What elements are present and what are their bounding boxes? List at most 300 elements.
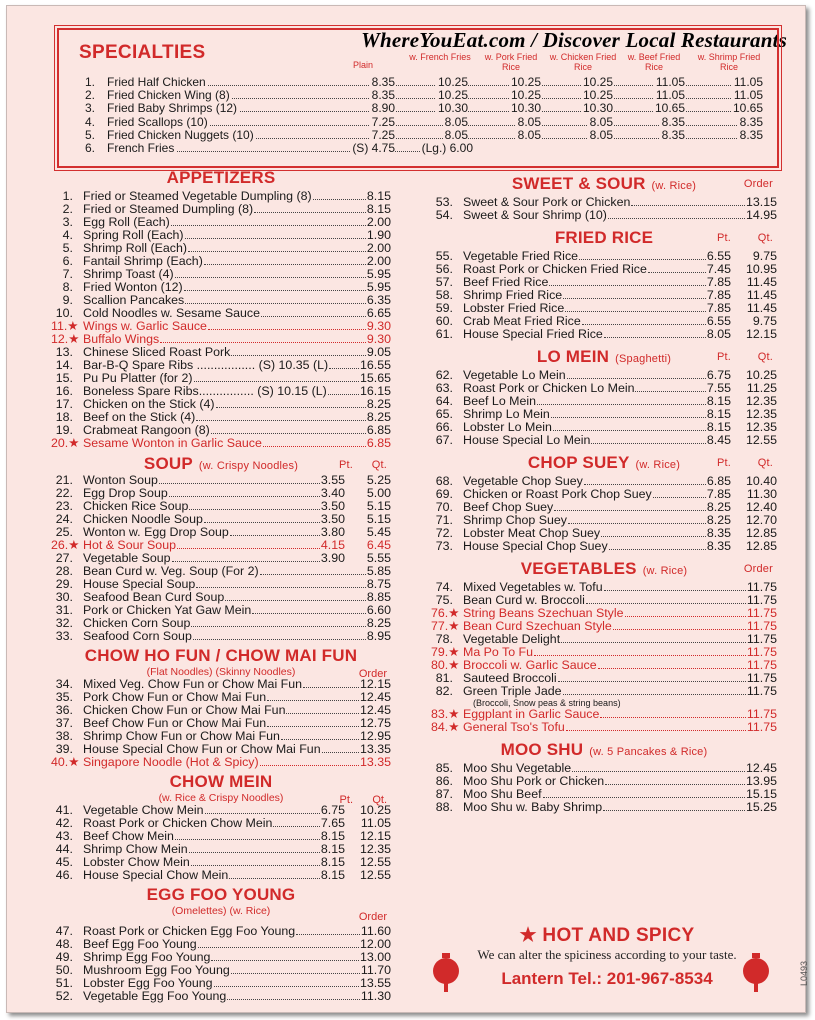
leader-dots — [582, 324, 706, 325]
item-name: Seafood Corn Soup — [83, 629, 192, 643]
item-number: 60. — [435, 314, 453, 328]
pint-price: 8.15 — [706, 420, 731, 434]
leader-dots — [171, 225, 366, 226]
price: 10.25 — [510, 75, 541, 89]
item-name: Egg Roll (Each) — [83, 215, 170, 229]
item-name: Sesame Wonton in Garlic Sauce — [83, 436, 262, 450]
item-price: 9.30 — [366, 319, 391, 333]
item-price: 14.95 — [745, 208, 777, 222]
quart-price: 12.35 — [745, 394, 777, 408]
item-name: Pu Pu Platter (for 2) — [83, 371, 193, 385]
leader-dots — [267, 700, 359, 701]
leader-dots — [566, 730, 746, 731]
item-name: Eggplant in Garlic Sauce — [463, 707, 600, 721]
item-price: 8.25 — [366, 410, 391, 424]
item-number: 35. — [55, 690, 73, 704]
leader-dots — [193, 639, 366, 640]
pint-price: 3.50 — [320, 499, 345, 513]
item-name: Broccoli w. Garlic Sauce — [463, 658, 597, 672]
price: 11.05 — [655, 88, 685, 103]
item-name: Mixed Vegetables w. Tofu — [463, 580, 603, 594]
item-number: 7. — [62, 267, 73, 281]
menu-item[interactable] — [51, 756, 391, 769]
item-price: 12.00 — [359, 937, 391, 951]
item-number: 39. — [55, 742, 73, 756]
item-price: 16.15 — [359, 384, 391, 398]
item-price: 12.75 — [359, 716, 391, 730]
item-name: Bar-B-Q Spare Ribs ................. (S) 10.35 (L) — [83, 358, 329, 372]
item-price: 11.75 — [746, 720, 777, 734]
specialty-row[interactable] — [73, 116, 773, 129]
leader-dots — [568, 523, 706, 524]
leader-dots — [231, 973, 360, 974]
item-number: 10. — [55, 306, 73, 320]
quart-price: 12.85 — [745, 539, 777, 553]
item-number: 75. — [435, 593, 453, 607]
right-column — [431, 174, 777, 814]
leader-dots — [328, 394, 359, 395]
item-number: 31. — [55, 603, 73, 617]
item-price: 8.25 — [366, 397, 391, 411]
quart-price: 12.35 — [745, 407, 777, 421]
item-name: Moo Shu Vegetable — [463, 761, 572, 775]
item-name: Mixed Veg. Chow Fun or Chow Mai Fun — [83, 677, 302, 691]
item-number: 22. — [55, 486, 73, 500]
item-number: 12.★ — [51, 332, 80, 346]
item-name: House Special Soup — [83, 577, 196, 591]
price: 8.05 — [517, 127, 541, 142]
item-number: 58. — [435, 288, 453, 302]
leader-dots — [194, 381, 359, 382]
menu-item[interactable] — [51, 437, 391, 450]
menu-item[interactable] — [51, 990, 391, 1003]
item-price: 13.55 — [359, 976, 391, 990]
leader-dots — [635, 391, 705, 392]
item-name: Lobster Chow Mein — [83, 855, 190, 869]
leader-dots — [563, 298, 706, 299]
leader-dots — [579, 259, 706, 260]
quart-price: 9.75 — [752, 314, 777, 328]
item-number: 73. — [435, 539, 453, 553]
leader-dots — [572, 771, 745, 772]
leader-dots — [184, 290, 366, 291]
lantern-icon — [743, 958, 769, 984]
item-number: 48. — [55, 937, 73, 951]
item-price: 13.00 — [359, 950, 391, 964]
item-name: Vegetable Lo Mein — [463, 368, 566, 382]
item-number: 3. — [84, 101, 95, 116]
price: 8.05 — [444, 127, 468, 142]
item-name: Sweet & Sour Pork or Chicken — [463, 195, 631, 209]
item-price: 11.75 — [746, 580, 777, 594]
quart-price: 12.35 — [745, 420, 777, 434]
item-number: 19. — [55, 423, 73, 437]
item-name: French Fries — [107, 140, 175, 155]
item-name: Chicken Rice Soup — [83, 499, 189, 513]
item-name: Vegetable Fried Rice — [463, 249, 579, 263]
leader-dots — [653, 497, 706, 498]
item-price: 11.75 — [746, 658, 777, 672]
leader-dots — [204, 264, 366, 265]
item-name: Hot & Sour Soup — [83, 538, 176, 552]
item-price: 15.65 — [359, 371, 391, 385]
item-name: Beef Fried Rice — [463, 275, 549, 289]
leader-dots — [229, 878, 320, 879]
leader-dots — [175, 277, 366, 278]
quart-price: 10.25 — [745, 368, 777, 382]
item-number: 15. — [55, 371, 73, 385]
item-number: 11.★ — [51, 319, 79, 333]
item-price: 13.35 — [359, 755, 391, 769]
item-price: 6.35 — [366, 293, 391, 307]
pint-price: 8.25 — [706, 500, 731, 514]
item-number: 47. — [55, 924, 73, 938]
item-number: 38. — [55, 729, 73, 743]
pint-price: 7.85 — [706, 275, 731, 289]
column-header: Plain — [352, 60, 373, 70]
quart-price: 11.25 — [746, 381, 777, 395]
item-number: 52. — [55, 989, 73, 1003]
item-number: 45. — [55, 855, 73, 869]
item-number: 68. — [435, 474, 453, 488]
lantern-icon — [433, 958, 459, 984]
quart-price: 5.55 — [366, 551, 391, 565]
item-name: Chicken Noodle Soup — [83, 512, 203, 526]
pint-price: 7.65 — [320, 816, 345, 830]
item-number: 83.★ — [431, 707, 460, 721]
quart-price: 9.75 — [752, 249, 777, 263]
column-header: w. Pork Fried Rice — [484, 52, 538, 72]
phone-number[interactable]: Lantern Tel.: 201-967-8534 — [501, 969, 713, 988]
pint-price: 7.85 — [706, 288, 731, 302]
price: 8.05 — [444, 114, 468, 129]
item-name: Chicken on the Stick (4) — [83, 397, 215, 411]
price: 10.25 — [582, 75, 613, 89]
item-name: Fried Wonton (12) — [83, 280, 183, 294]
item-number: 64. — [435, 394, 453, 408]
item-name: Green Triple Jade — [463, 684, 562, 698]
item-number: 13. — [55, 345, 73, 359]
item-name: Shrimp Roll (Each) — [83, 241, 187, 255]
quart-price: 5.45 — [366, 525, 391, 539]
item-name: Beef Chow Mein — [83, 829, 174, 843]
item-name: Roast Pork or Chicken Lo Mein — [463, 381, 635, 395]
friedrice-title: FRIED RICE Pt. Qt. — [554, 228, 773, 247]
leader-dots — [313, 199, 366, 200]
chowmein-title: CHOW MEIN — [169, 772, 273, 791]
leader-dots — [261, 316, 366, 317]
price: 10.30 — [582, 101, 613, 116]
item-number: 62. — [435, 368, 453, 382]
leader-dots — [252, 613, 366, 614]
pint-price: 7.85 — [706, 301, 731, 315]
leader-dots — [214, 986, 359, 987]
leader-dots — [185, 238, 366, 239]
item-name: Shrimp Toast (4) — [83, 267, 174, 281]
pint-price: 8.15 — [320, 842, 345, 856]
column-header: w. French Fries — [409, 52, 471, 62]
item-number: 74. — [435, 580, 453, 594]
leader-dots — [286, 713, 359, 714]
item-name: Boneless Spare Ribs................ (S) 10.15 (L) — [83, 384, 327, 398]
item-name: General Tso's Tofu — [463, 720, 565, 734]
leader-dots — [281, 739, 359, 740]
item-price: 12.45 — [359, 703, 391, 717]
footer — [437, 924, 777, 989]
menu-item[interactable] — [51, 630, 391, 643]
menu-item[interactable] — [431, 540, 777, 553]
item-number: 63. — [435, 381, 453, 395]
price: 8.35 — [371, 75, 395, 89]
item-number: 9. — [62, 293, 73, 307]
item-name: Shrimp Chow Fun or Chow Mai Fun — [83, 729, 280, 743]
item-price: 11.70 — [360, 963, 391, 977]
item-price: 11.75 — [746, 632, 777, 646]
item-name: Seafood Bean Curd Soup — [83, 590, 225, 604]
leader-dots — [185, 303, 366, 304]
quart-price: 5.15 — [366, 499, 391, 513]
pint-price: 8.15 — [320, 829, 345, 843]
item-name: Chicken Corn Soup — [83, 616, 191, 630]
item-name: Pork or Chicken Yat Gaw Mein — [83, 603, 252, 617]
column-header: w. Beef Fried Rice — [627, 52, 681, 72]
price: 10.25 — [437, 75, 468, 89]
item-name: Lobster Fried Rice — [463, 301, 565, 315]
menu-item[interactable] — [431, 685, 777, 698]
item-number: 56. — [435, 262, 453, 276]
hot-spicy-label: ★ HOT AND SPICY — [519, 925, 695, 946]
item-name: Fried or Steamed Dumpling (8) — [83, 202, 254, 216]
menu-item[interactable] — [51, 869, 391, 882]
pint-price: 6.85 — [706, 474, 731, 488]
menu-item[interactable] — [431, 721, 777, 734]
quart-price: 5.00 — [366, 486, 391, 500]
pint-price: 8.35 — [706, 526, 731, 540]
item-number: 59. — [435, 301, 453, 315]
leader-dots — [169, 496, 320, 497]
item-price: 12.15 — [359, 677, 391, 691]
item-price: 12.45 — [359, 690, 391, 704]
item-name: Wonton w. Egg Drop Soup — [83, 525, 229, 539]
item-number: 77.★ — [431, 619, 460, 633]
leader-dots — [189, 852, 320, 853]
item-number: 44. — [55, 842, 73, 856]
price: (S) 4.75 — [352, 140, 395, 155]
item-name: Beef Egg Foo Young — [83, 937, 197, 951]
specialty-row[interactable] — [73, 142, 773, 155]
item-name: Shrimp Chop Suey — [463, 513, 567, 527]
leader-dots — [273, 826, 320, 827]
item-price: 6.85 — [366, 436, 391, 450]
leader-dots — [231, 355, 365, 356]
menu-item[interactable] — [431, 801, 777, 814]
mooshu-title: MOO SHU (w. 5 Pancakes & Rice) — [500, 740, 708, 759]
spiciness-note: We can alter the spiciness according to your taste. — [477, 947, 737, 962]
quart-price: 11.30 — [746, 487, 777, 501]
leader-dots — [567, 378, 706, 379]
item-number: 76.★ — [431, 606, 460, 620]
item-name: Fried Half Chicken — [107, 75, 206, 89]
item-name: Fried Scallops (10) — [107, 114, 208, 129]
leader-dots — [565, 311, 706, 312]
item-name: Beef Chow Fun or Chow Mai Fun — [83, 716, 267, 730]
item-number: 78. — [435, 632, 453, 646]
menu-item[interactable] — [431, 328, 777, 341]
leader-dots — [604, 337, 706, 338]
price: 10.30 — [510, 101, 541, 116]
menu-item[interactable] — [431, 434, 777, 447]
leader-dots — [561, 642, 746, 643]
leader-dots — [191, 865, 320, 866]
item-price: 11.75 — [746, 671, 777, 685]
item-number: 69. — [435, 487, 453, 501]
leader-dots — [296, 934, 360, 935]
column-header: w. Chicken Fried Rice — [549, 52, 617, 72]
quart-price: 5.15 — [366, 512, 391, 526]
specialty-row[interactable] — [73, 129, 773, 142]
item-number: 46. — [55, 868, 73, 882]
leader-dots — [189, 509, 320, 510]
appetizers-title: APPETIZERS — [166, 168, 276, 187]
price: 10.25 — [437, 88, 468, 103]
specialty-row[interactable] — [73, 102, 773, 115]
item-number: 80.★ — [431, 658, 460, 672]
item-name: Moo Shu Pork or Chicken — [463, 774, 605, 788]
quart-price: 12.40 — [745, 500, 777, 514]
price: 11.05 — [733, 75, 763, 89]
item-name: House Special Lo Mein — [463, 433, 591, 447]
item-name: Vegetable Chow Mein — [83, 803, 204, 817]
price: 11.05 — [733, 88, 763, 103]
item-price: 11.75 — [746, 606, 777, 620]
item-number: 16. — [55, 384, 73, 398]
pint-price: 7.85 — [706, 487, 731, 501]
item-price: 12.45 — [745, 761, 777, 775]
item-price: 5.95 — [366, 267, 391, 281]
quart-price: 10.25 — [359, 803, 391, 817]
item-price: 11.75 — [746, 593, 777, 607]
item-price: 2.00 — [366, 215, 391, 229]
leader-dots — [260, 574, 366, 575]
leader-dots — [591, 443, 705, 444]
item-name: Wonton Soup — [83, 473, 158, 487]
item-number: 70. — [435, 500, 453, 514]
item-price: 13.15 — [745, 195, 777, 209]
item-name: Roast Pork or Chicken Fried Rice — [463, 262, 647, 276]
item-number: 14. — [55, 358, 73, 372]
left-column — [51, 168, 391, 1003]
item-name: Crab Meat Fried Rice — [463, 314, 581, 328]
pint-price: 8.45 — [706, 433, 731, 447]
item-name: Vegetable Delight — [463, 632, 561, 646]
pint-price: 8.15 — [706, 394, 731, 408]
leader-dots — [227, 999, 360, 1000]
item-number: 67. — [435, 433, 453, 447]
quart-price: 10.40 — [745, 474, 777, 488]
item-number: 28. — [55, 564, 73, 578]
item-name: Chicken Chow Fun or Chow Mai Fun — [83, 703, 286, 717]
item-price: 8.15 — [366, 202, 391, 216]
item-number: 18. — [55, 410, 73, 424]
price: 10.30 — [437, 101, 468, 116]
item-number: 88. — [435, 800, 453, 814]
item-name: Mushroom Egg Foo Young — [83, 963, 230, 977]
item-price: 9.05 — [366, 345, 391, 359]
item-number: 51. — [55, 976, 73, 990]
leader-dots — [230, 535, 320, 536]
price: 8.05 — [589, 127, 613, 142]
quart-price: 11.45 — [746, 301, 777, 315]
leader-dots — [558, 681, 746, 682]
item-name: House Special Chow Fun or Chow Mai Fun — [83, 742, 321, 756]
pint-price: 6.75 — [320, 803, 345, 817]
quart-price: 12.55 — [745, 433, 777, 447]
item-number: 5. — [62, 241, 73, 255]
leader-dots — [600, 717, 746, 718]
pint-price: 7.55 — [706, 381, 731, 395]
leader-dots — [211, 960, 359, 961]
item-name: House Special Chow Mein — [83, 868, 229, 882]
chowfun-sub: (Flat Noodles) (Skinny Noodles) Order — [146, 666, 387, 680]
pint-price: 3.80 — [320, 525, 345, 539]
leader-dots — [160, 342, 366, 343]
item-name: Beef Lo Mein — [463, 394, 537, 408]
leader-dots — [196, 587, 366, 588]
specialties-title: SPECIALTIES — [79, 42, 206, 63]
item-number: 4. — [62, 228, 73, 242]
item-number: 43. — [55, 829, 73, 843]
item-number: 54. — [435, 208, 453, 222]
menu-item[interactable] — [431, 209, 777, 222]
item-name: Moo Shu Beef — [463, 787, 542, 801]
item-name: Crabmeat Rangoon (8) — [83, 423, 210, 437]
leader-dots — [554, 510, 706, 511]
quart-price: 12.55 — [359, 855, 391, 869]
item-name: Shrimp Egg Foo Young — [83, 950, 211, 964]
leader-dots — [549, 285, 705, 286]
item-note: (Broccoli, Snow peas & string beans) — [473, 698, 621, 708]
item-name: String Beans Szechuan Style — [463, 606, 624, 620]
pint-price: 8.15 — [320, 855, 345, 869]
price: 11.05 — [655, 75, 685, 89]
item-number: 50. — [55, 963, 73, 977]
pint-price: 6.55 — [706, 249, 731, 263]
leader-dots — [196, 420, 366, 421]
item-number: 6. — [62, 254, 73, 268]
item-name: Beef on the Stick (4) — [83, 410, 196, 424]
item-price: 11.30 — [360, 989, 391, 1003]
leader-dots — [188, 251, 366, 252]
pint-price: 8.25 — [706, 513, 731, 527]
item-price: 12.95 — [359, 729, 391, 743]
price: (Lg.) 6.00 — [421, 140, 473, 155]
item-price: 8.25 — [366, 616, 391, 630]
item-number: 29. — [55, 577, 73, 591]
item-name: Fried Chicken Nuggets (10) — [107, 127, 254, 142]
item-number: 61. — [435, 327, 453, 341]
sweetsour-title: SWEET & SOUR (w. Rice) Order — [511, 174, 773, 193]
item-name: Shrimp Lo Mein — [463, 407, 550, 421]
item-price: 6.60 — [366, 603, 391, 617]
pint-price: 8.15 — [706, 407, 731, 421]
item-number: 23. — [55, 499, 73, 513]
item-number: 40.★ — [51, 755, 80, 769]
leader-dots — [225, 600, 366, 601]
item-number: 71. — [435, 513, 453, 527]
item-price: 15.15 — [745, 787, 777, 801]
quart-price: 12.85 — [745, 526, 777, 540]
leader-dots — [198, 947, 359, 948]
